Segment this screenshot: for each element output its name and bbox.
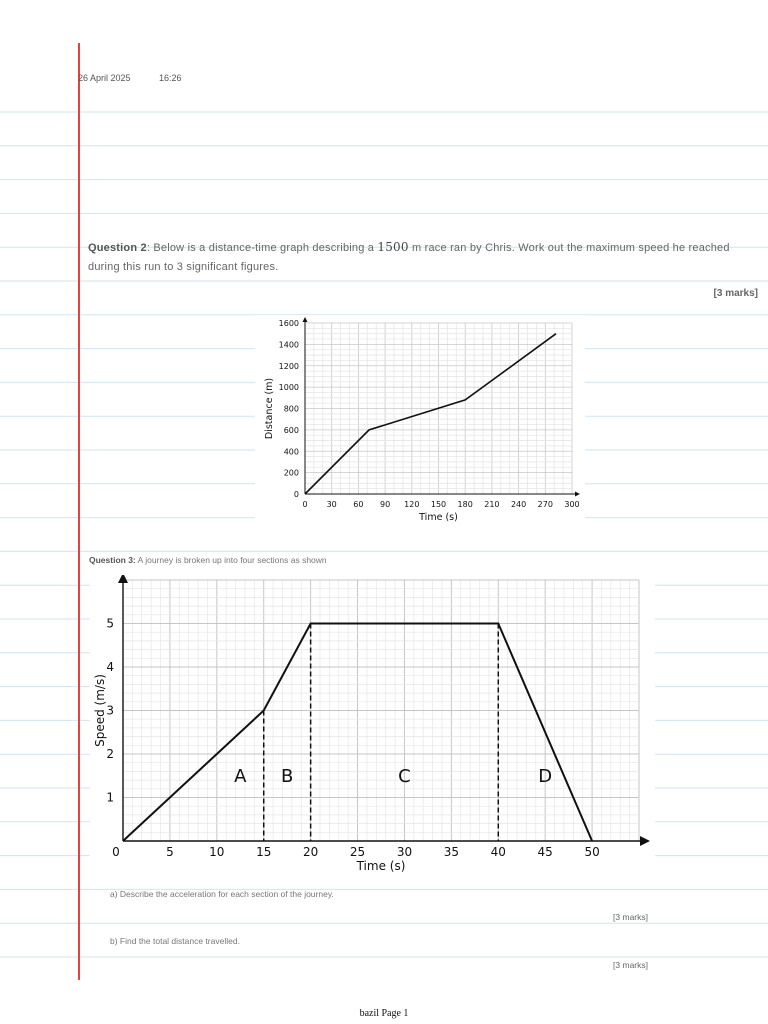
x-tick-label: 0 xyxy=(112,845,120,859)
x-tick-label: 5 xyxy=(166,845,174,859)
question-2-label: Question 2 xyxy=(88,242,147,254)
section-label-c: C xyxy=(398,765,411,787)
y-tick-label: 5 xyxy=(106,616,114,631)
x-tick-label: 210 xyxy=(484,500,500,509)
y-axis-arrow xyxy=(118,575,128,583)
x-tick-label: 300 xyxy=(564,500,580,509)
x-tick-label: 40 xyxy=(490,845,506,859)
x-tick-label: 60 xyxy=(353,500,364,509)
x-tick-label: 30 xyxy=(326,500,337,509)
y-tick-label: 400 xyxy=(283,447,299,457)
y-tick-label: 800 xyxy=(283,404,299,414)
section-label-d: D xyxy=(538,765,553,787)
x-axis-label: Time (s) xyxy=(356,859,406,873)
y-tick-label: 1400 xyxy=(278,340,299,350)
y-tick-label: 0 xyxy=(293,490,299,499)
x-tick-label: 35 xyxy=(443,845,460,859)
question-3 xyxy=(89,555,327,565)
y-tick-label: 4 xyxy=(106,660,114,674)
question-3-text: A journey is broken up into four sections as shown xyxy=(135,555,327,565)
x-tick-label: 180 xyxy=(457,500,473,509)
x-tick-label: 50 xyxy=(584,845,600,859)
y-tick-label: 2 xyxy=(106,747,114,761)
x-tick-label: 20 xyxy=(302,845,319,859)
margin-line xyxy=(78,43,80,980)
x-axis-label: Time (s) xyxy=(419,512,458,523)
x-tick-label: 25 xyxy=(349,845,366,859)
question-3b: b) Find the total distance travelled. xyxy=(110,936,240,946)
y-axis-label: Speed (m/s) xyxy=(93,674,107,747)
x-axis-arrow xyxy=(575,492,580,497)
distance-time-graph xyxy=(255,315,585,525)
y-axis-label: Distance (m) xyxy=(264,377,275,440)
x-tick-label: 30 xyxy=(396,845,413,859)
page-footer: bazil Page 1 xyxy=(359,1008,409,1019)
x-tick-label: 45 xyxy=(537,845,553,859)
y-tick-label: 1200 xyxy=(278,361,299,371)
y-tick-label: 1000 xyxy=(278,383,299,393)
speed-time-graph xyxy=(90,575,655,875)
y-axis-arrow xyxy=(303,317,308,322)
x-tick-label: 150 xyxy=(430,500,447,509)
distance-time-graph-svg xyxy=(255,315,585,525)
x-tick-label: 270 xyxy=(537,500,553,509)
section-label-a: A xyxy=(234,765,247,787)
question-2-text-before: : Below is a distance-time graph describing a xyxy=(146,242,378,254)
x-tick-label: 90 xyxy=(380,500,391,509)
x-tick-label: 240 xyxy=(510,500,527,509)
y-tick-label: 1600 xyxy=(278,319,299,328)
x-axis-arrow xyxy=(640,836,650,846)
question-3a-marks: [3 marks] xyxy=(613,912,648,922)
y-tick-label: 1 xyxy=(106,790,114,805)
question-2-distance: 1500 xyxy=(377,240,409,254)
speed-time-graph-svg xyxy=(90,575,655,875)
section-label-b: B xyxy=(281,765,294,787)
question-2-text-after: m race ran by Chris. Work out the maximum speed he reached during this run to 3 significant figures. xyxy=(88,242,730,273)
x-tick-label: 15 xyxy=(256,845,272,859)
question-2-marks: [3 marks] xyxy=(713,288,758,299)
y-tick-label: 200 xyxy=(283,468,299,478)
page-time: 16:26 xyxy=(159,73,182,83)
page-date: 26 April 2025 xyxy=(78,73,131,83)
y-tick-label: 3 xyxy=(106,703,114,718)
question-3b-marks: [3 marks] xyxy=(613,960,648,970)
x-tick-label: 120 xyxy=(404,500,420,509)
x-tick-label: 0 xyxy=(302,500,308,509)
question-3-label: Question 3: xyxy=(89,555,136,565)
question-3a: a) Describe the acceleration for each section of the journey. xyxy=(110,889,334,899)
y-tick-label: 600 xyxy=(283,425,299,435)
question-2 xyxy=(88,238,760,277)
x-tick-label: 10 xyxy=(209,845,225,859)
